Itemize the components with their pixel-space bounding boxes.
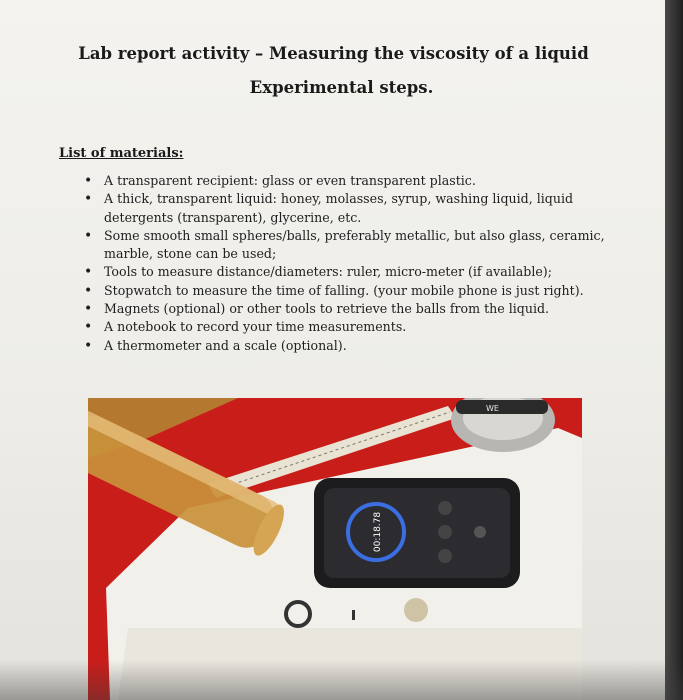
list-item: • A transparent recipient: glass or even transparent plastic. [78,172,618,190]
phone-stopwatch [314,478,520,588]
monitor-bezel [665,0,683,700]
stopwatch-reading: 00:18.78 [373,511,383,553]
list-item: • Tools to measure distance/diameters: ruler, micro-meter (if available); [78,263,618,281]
experiment-photo [88,398,582,700]
list-item: • A thermometer and a scale (optional). [78,337,618,355]
page-subtitle: Experimental steps. [249,78,434,97]
stone-ball [404,598,428,622]
small-rod [352,610,355,620]
materials-list [78,172,618,355]
tape-label: WE [486,404,499,413]
list-item: • Magnets (optional) or other tools to retrieve the balls from the liquid. [78,300,618,318]
list-item: • A notebook to record your time measurements. [78,318,618,336]
list-item: • A thick, transparent liquid: honey, molasses, syrup, washing liquid, liquid detergents (transparent), glycerine, etc. [78,190,618,227]
page-title: Lab report activity – Measuring the viscosity of a liquid [78,44,589,63]
list-item: • Some smooth small spheres/balls, preferably metallic, but also glass, ceramic, marble, stone can be used; [78,227,618,264]
materials-heading: List of materials: [59,146,184,161]
list-item: • Stopwatch to measure the time of falling. (your mobile phone is just right). [78,282,618,300]
bottom-shadow [0,660,683,700]
